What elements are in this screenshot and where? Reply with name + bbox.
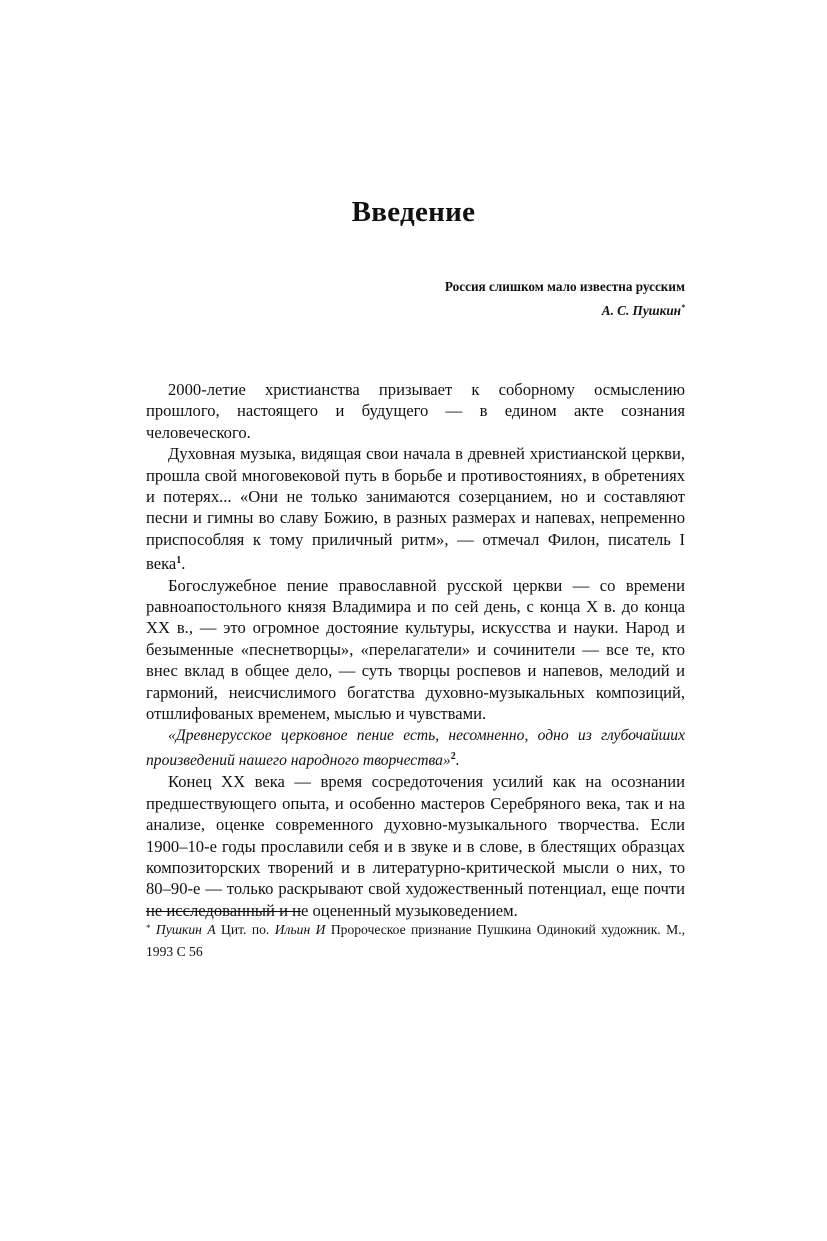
paragraph-5: Конец XX века — время сосредоточения усилий как на осознании предшествующего опыта, и особенно мастеров Серебряного века, так и на анализе, оценке современного духовно-музыкального творчества. Если 1900–10-е годы прославили себя и в звуке и в слове, в блестящих образцах композиторских творений и в литературно-критической мысли о них, то 80–90-е — только раскрывают свой художественный потенциал, еще почти не исследованный и не оцененный музыковедением. — [146, 772, 685, 920]
footnote-divider — [146, 911, 301, 912]
epigraph-quote: Россия слишком мало известна русским — [444, 279, 685, 294]
paragraph-quote-text: «Древнерусское церковное пение есть, несомненно, одно из глубочайших произведений нашего народного творчества» — [146, 726, 685, 769]
paragraph-1: 2000-летие христианства призывает к соборному осмыслению прошлого, настоящего и будущего — в едином акте сознания человеческого. — [146, 380, 685, 442]
footnote-ref-1: 1 — [176, 555, 182, 567]
paragraph-2-text: Духовная музыка, видящая свои начала в древней христианской церкви, прошла свой многовековой путь в борьбе и противостояниях, в обретениях и потерях... «Они не только занимаются созерцанием, но и составляют песни и гимны во славу Божию, в разных размерах и напевах, непременно приспособляя к тому приличный ритм», — отмечал Филон, писатель I века — [146, 444, 685, 574]
footnote — [146, 917, 685, 963]
footnote-ref-2: 2 — [450, 750, 456, 762]
footnote-mark: * — [146, 923, 151, 933]
paragraph-2: Духовная музыка, видящая свои начала в древней христианской церкви, прошла свой многовековой путь в борьбе и противостояниях, в обретениях и потерях... «Они не только занимаются созерцанием, но и составляют песни и гимны во славу Божию, в разных размерах и напевах, непременно приспособляя к тому приличный ритм», — отмечал Филон, писатель I века$^1$. — [146, 444, 685, 574]
footnote-source: Пророческое признание Пушкина Одинокий художник. М., 1993 С 56 — [146, 922, 685, 959]
page-title: Введение — [351, 196, 476, 228]
epigraph — [300, 276, 685, 321]
footnote-cit: Цит. по. — [221, 922, 270, 937]
epigraph-footnote-mark: * — [681, 303, 685, 312]
body-text — [146, 379, 685, 921]
paragraph-3: Богослужебное пение православной русской церкви — со времени равноапостольного князя Владимира и по сей день, с конца X в. до конца XX в., — это огромное достояние культуры, искусства и науки. Народ и безыменные «песнетворцы», «перелагатели» и сочинители — все те, кто внес вклад в общее дело, — суть творцы роспевов и напевов, мелодий и гармоний, неисчислимого богатства духовно-музыкальных композиций, отшлифованых временем, мыслью и чувствами. — [146, 575, 685, 724]
footnote-author: Пушкин А — [155, 922, 216, 937]
epigraph-author — [300, 297, 685, 321]
epigraph-author-name: А. С. Пушкин — [601, 303, 681, 318]
paragraph-quote: «Древнерусское церковное пение есть, несомненно, одно из глубочайших произведений нашего народного творчества»$^2$. — [146, 726, 685, 769]
footnote-author-2: Ильин И — [274, 922, 326, 937]
